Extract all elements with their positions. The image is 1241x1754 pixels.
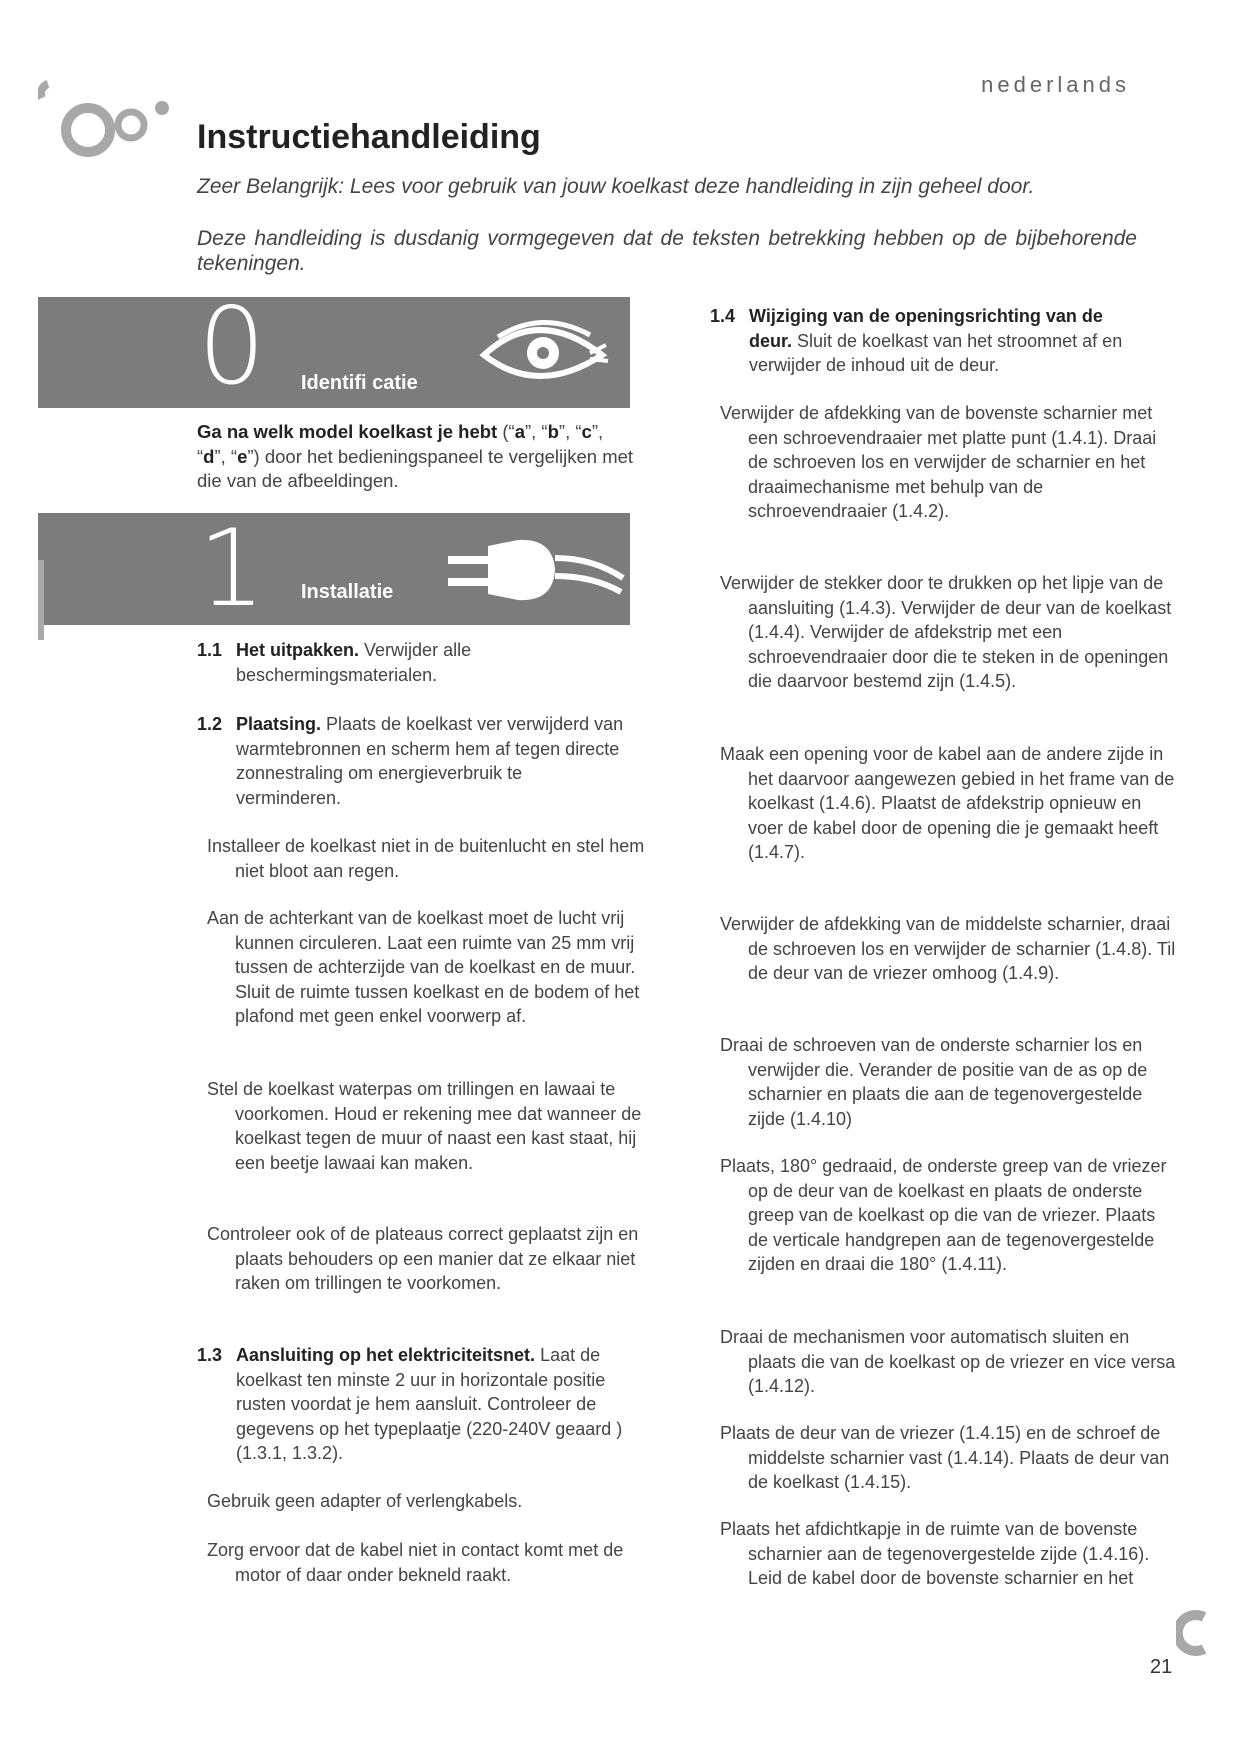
intro-note: Deze handleiding is dusdanig vormgegeven dat de teksten betrekking hebben op de bijbehorende tekeningen. bbox=[197, 227, 1137, 275]
item-1-4-step-5: Draai de schroeven van de onderste scharnier los en verwijder die. Verander de positie van de as op de scharnier en plaats die aan de tegenovergestelde zijde (1.4.10) bbox=[720, 1035, 1148, 1129]
eye-icon bbox=[478, 315, 613, 390]
item-1-4-step-1: Verwijder de afdekking van de bovenste scharnier met een schroevendraaier met platte punt (1.4.1). Draai de schroeven los en verwijder de scharnier en het draaimechanisme met behulp van de schroevendraaier (1.4.2). bbox=[720, 403, 1157, 521]
intro-important: Zeer Belangrijk: Lees voor gebruik van jouw koelkast deze handleiding in zijn geheel door. bbox=[197, 175, 1035, 198]
brand-logo bbox=[38, 80, 178, 180]
item-1-2-shelves: Controleer ook of de plateaus correct geplaatst zijn en plaats behouders op een manier dat ze elkaar niet raken om trillingen te voorkomen. bbox=[207, 1224, 639, 1293]
item-1-4-step-7: Draai de mechanismen voor automatisch sluiten en plaats die van de koelkast op de vriezer en vice versa (1.4.12). bbox=[720, 1327, 1176, 1396]
item-1-3-adapter: Gebruik geen adapter of verlengkabels. bbox=[207, 1491, 523, 1511]
item-1-1: 1.1 Het uitpakken. Verwijder alle beschermingsmaterialen. bbox=[197, 640, 472, 685]
corner-logo-mark bbox=[1176, 1607, 1206, 1659]
section-0-banner bbox=[38, 285, 630, 408]
item-1-2-level: Stel de koelkast waterpas om trillingen en lawaai te voorkomen. Houd er rekening mee dat wanneer de koelkast tegen de muur of naast een kast staat, hij een beetje lawaai kan maken. bbox=[207, 1079, 642, 1173]
item-1-4-step-9: Plaats het afdichtkapje in de ruimte van de bovenste scharnier aan de tegenovergestelde zijde (1.4.16). Leid de kabel door de bovenste scharnier en het bbox=[720, 1519, 1150, 1588]
item-1-4-step-8: Plaats de deur van de vriezer (1.4.15) en de schroef de middelste scharnier vast (1.4.14). Plaats de deur van de koelkast (1.4.15). bbox=[720, 1423, 1170, 1492]
item-1-4-step-2: Verwijder de stekker door te drukken op het lipje van de aansluiting (1.4.3). Verwijder de deur van de koelkast (1.4.4). Verwijder de afdekstrip met een schroevendraaier door die te steken in de openingen die daarvoor bestemd zijn (1.4.5). bbox=[720, 573, 1172, 691]
section-1-number: 1 bbox=[198, 507, 266, 630]
section-1-label: Installatie bbox=[301, 581, 394, 603]
section-0-label: Identifi catie bbox=[301, 372, 418, 394]
item-1-2: 1.2 Plaatsing. Plaats de koelkast ver verwijderd van warmtebronnen en scherm hem af tegen directe zonnestraling om energieverbruik te verminderen. bbox=[197, 714, 624, 808]
item-1-2-outdoor: Installeer de koelkast niet in de buitenlucht en stel hem niet bloot aan regen. bbox=[207, 836, 645, 881]
page-title: Instructiehandleiding bbox=[197, 118, 541, 156]
item-1-4: 1.4 Wijziging van de openingsrichting van de deur. Sluit de koelkast van het stroomnet af en verwijder de inhoud uit de deur. bbox=[710, 306, 1123, 375]
plug-icon bbox=[443, 528, 628, 613]
item-1-4-step-6: Plaats, 180° gedraaid, de onderste greep van de vriezer op de deur van de koelkast en plaats de onderste greep van de koelkast op die van de vriezer. Plaats de verticale handgrepen aan de tegenovergestelde zijden en draai die 180° (1.4.11). bbox=[720, 1156, 1167, 1274]
margin-marker bbox=[38, 560, 44, 640]
section-0-number: 0 bbox=[198, 285, 266, 408]
item-1-4-step-3: Maak een opening voor de kabel aan de andere zijde in het daarvoor aangewezen gebied in het frame van de koelkast (1.4.6). Plaatst de afdekstrip opnieuw en voer de kabel door de opening die je gemaakt heeft (1.4.7). bbox=[720, 744, 1175, 862]
page-number: 21 bbox=[1150, 1656, 1173, 1678]
item-1-3-cable: Zorg ervoor dat de kabel niet in contact komt met de motor of daar onder bekneld raakt. bbox=[207, 1540, 624, 1585]
language-label: nederlands bbox=[981, 72, 1130, 97]
item-1-2-ventilation: Aan de achterkant van de koelkast moet de lucht vrij kunnen circuleren. Laat een ruimte van 25 mm vrij tussen de achterzijde van de koelkast en de muur. Sluit de ruimte tussen koelkast en de bodem of het plafond met geen enkel voorwerp af. bbox=[207, 908, 640, 1026]
section-0-text: Ga na welk model koelkast je hebt (“a”, “b”, “c”, “d”, “e”) door het bedieningspaneel te vergelijken met die van de afbeeldingen. bbox=[197, 421, 634, 491]
item-1-4-step-4: Verwijder de afdekking van de middelste scharnier, draai de schroeven los en verwijder de scharnier (1.4.8). Til de deur van de vriezer omhoog (1.4.9). bbox=[720, 914, 1176, 983]
section-1-banner bbox=[38, 507, 630, 630]
item-1-3: 1.3 Aansluiting op het elektriciteitsnet. Laat de koelkast ten minste 2 uur in horizontale positie rusten voordat je hem aansluit. Controleer de gegevens op het typeplaatje (220-240V geaard ) (1.3.1, 1.3.2). bbox=[197, 1345, 623, 1463]
